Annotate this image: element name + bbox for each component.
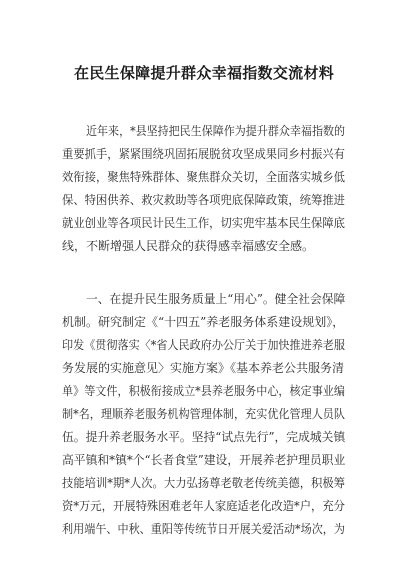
text-line: 近年来，*县坚持把民生保障作为提升群众幸福指数的 [86,124,346,138]
text-line: 重要抓手，紧紧围绕巩固拓展脱贫攻坚成果同乡村振兴有 [62,147,346,161]
text-line: 线，不断增强人民群众的获得感幸福感安全感。 [62,239,315,253]
text-line: 技能培训*期*人次。大力弘扬尊老敬老传统美德，积极筹 [62,476,346,490]
text-line: 一、在提升民生服务质量上“用心”。健全社会保障 [86,292,346,306]
text-line: 高平镇和*镇*个“长者食堂”建设，开展养老护理员职业 [62,453,346,467]
text-line: 效衔接，聚焦特殊群体、聚焦群众关切，全面落实城乡低 [62,170,346,184]
text-line: 单》等文件，积极衔接成立*县养老服务中心，核定事业编 [62,384,346,398]
text-line: 就业创业等各项民计民生工作，切实兜牢基本民生保障底 [62,216,346,230]
text-line: 制*名，理顺养老服务机构管理体制，充实优化管理人员队 [62,407,346,421]
text-line: 利用端午、中秋、重阳等传统节日开展关爱活动*场次，为 [62,522,346,536]
text-line: 机制。研究制定《“十四五”养老服务体系建设规划》， [62,315,345,329]
text-line: 资*万元，开展特殊困难老年人家庭适老化改造*户，充分 [62,499,346,513]
text-line: 务发展的实施意见〉实施方案》《基本养老公共服务清 [62,361,345,375]
text-line: 印发《贯彻落实〈*省人民政府办公厅关于加快推进养老服 [62,338,346,352]
document-title: 在民生保障提升群众幸福指数交流材料 [73,64,335,82]
text-line: 保、特困供养、救灾救助等各项兜底保障政策，统筹推进 [62,193,346,207]
text-line: 伍。提升养老服务水平。坚持“试点先行”，完成城关镇 [62,430,346,444]
